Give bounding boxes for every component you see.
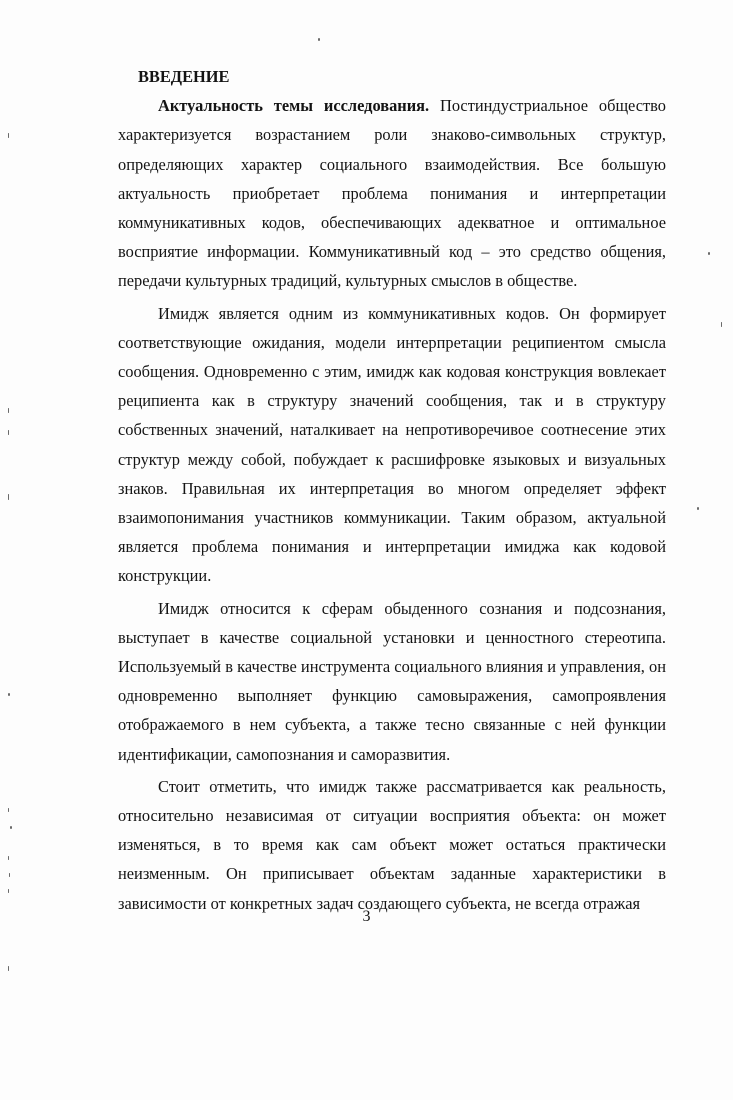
body-text [118, 62, 666, 921]
page-number: 3 [362, 908, 371, 925]
scan-speck [8, 966, 9, 971]
scan-speck [9, 873, 10, 877]
scan-speck [708, 252, 710, 255]
scan-speck [8, 133, 9, 138]
scan-speck [8, 856, 9, 860]
paragraph-reality: Стоит отметить, что имидж также рассматривается как реальность, относительно независимая от ситуации восприятия объекта: он может изменяться, в то время как сам объект может остаться практически неизменным. Он приписывает объектам заданные характеристики в зависимости от конкретных задач создающего субъекта, не всегда отражая [118, 776, 666, 913]
scan-speck [8, 889, 9, 893]
paragraph-consciousness: Имидж относится к сферам обыденного сознания и подсознания, выступает в качестве социальной установки и ценностного стереотипа. Используемый в качестве инструмента социального влияния и управления, он одновременно выполняет функцию самовыражения, самопроявления отображаемого в нем субъекта, а также тесно связанные с ней функции идентификации, самопознания и саморазвития. [118, 598, 666, 764]
paragraph-relevance [118, 91, 666, 295]
paragraph-lead: Актуальность темы исследования. [158, 96, 430, 116]
paragraph-image-code: Имидж является одним из коммуникативных кодов. Он формирует соответствующие ожидания, модели интерпретации реципиентом смысла сообщения. Одновременно с этим, имидж как кодовая конструкция вовлекает реципиента как в структуру значений сообщения, так и в структуру собственных значений, наталкивает на непротиворечивое соотнесение этих структур между собой, побуждает к расшифровке языковых и визуальных знаков. Правильная их интерпретация во многом определяет эффект взаимопонимания участников коммуникации. Таким образом, актуальной является проблема понимания и интерпретации имиджа как кодовой конструкции. [118, 303, 666, 586]
scan-speck [318, 38, 320, 41]
paragraph-text: Постиндустриальное общество характеризуется возрастанием роли знаково-символьных структур, определяющих характер социального взаимодействия. Все большую актуальность приобретает проблема понимания и интерпретации коммуникативных кодов, обеспечивающих адекватное и оптимальное восприятие информации. Коммуникативный код – это средство общения, передачи культурных традиций, культурных смыслов в обществе. [118, 96, 667, 291]
scan-speck [8, 494, 9, 500]
scan-speck [10, 826, 12, 829]
scan-speck [8, 408, 9, 413]
section-heading: ВВЕДЕНИЕ [138, 67, 230, 86]
scan-speck [8, 693, 10, 696]
scan-speck [697, 507, 699, 510]
scan-speck [721, 322, 722, 327]
scan-speck [8, 430, 9, 435]
scan-speck [8, 808, 9, 812]
